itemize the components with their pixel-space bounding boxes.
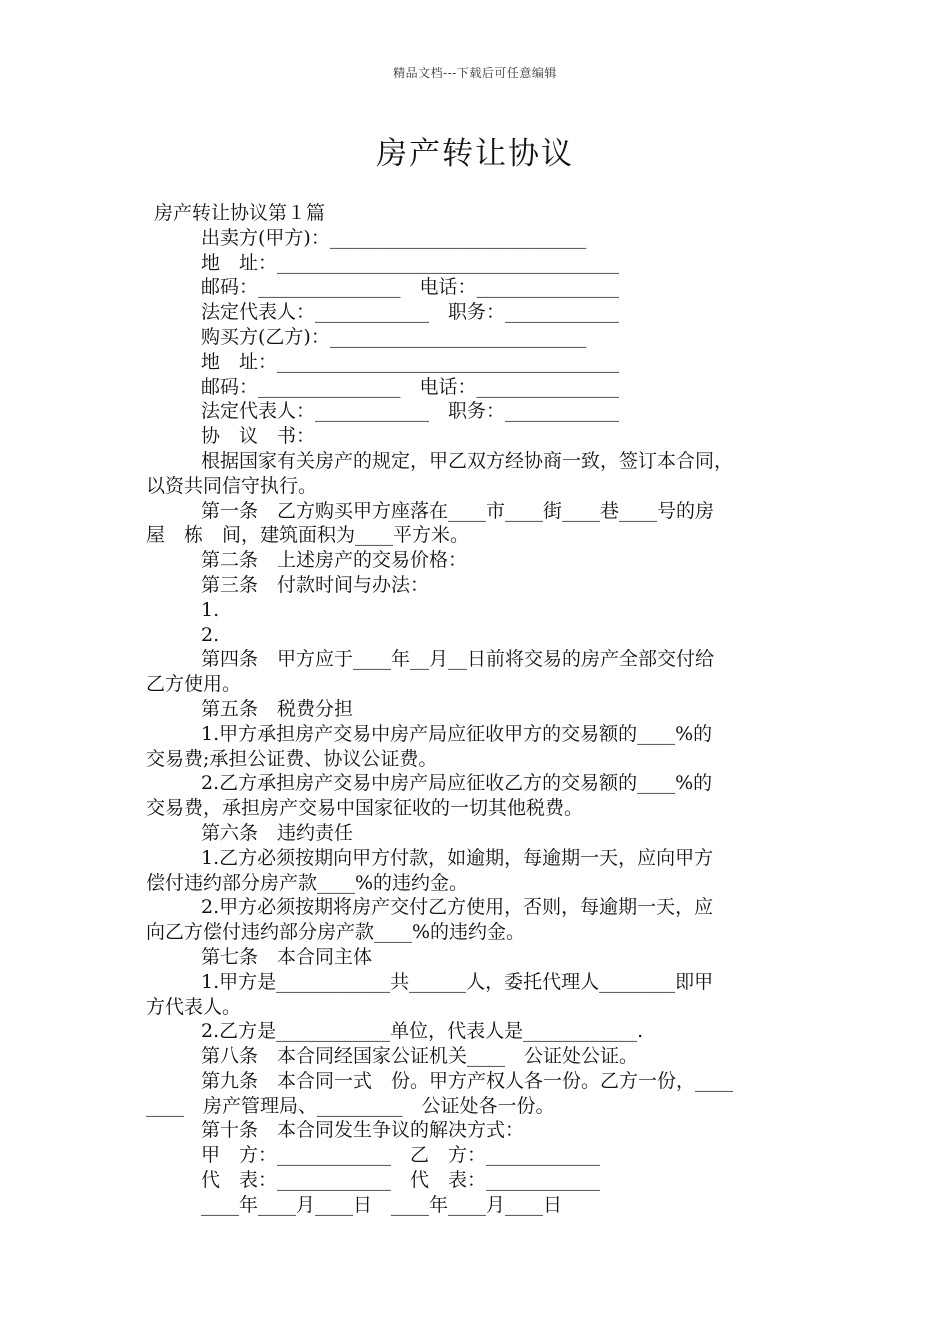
document-line: 偿付违约部分房产款____%的违约金。 [146,871,469,894]
document-line: 协 议 书： [201,425,316,448]
document-line: 第四条 甲方应于____年__月__日前将交易的房产全部交付给 [201,648,715,671]
document-line: 以资共同信守执行。 [146,474,318,497]
document-line: 邮码：_______________ 电话：_______________ [201,375,620,398]
document-line: 1. [201,598,220,621]
document-line: 屋 栋 间，建筑面积为____平方米。 [146,524,470,547]
document-line: 2.甲方必须按期将房产交付乙方使用，否则，每逾期一天，应 [201,896,714,919]
document-line: 乙方使用。 [146,673,242,696]
document-line: 出卖方(甲方)：___________________________ [201,226,587,249]
document-line: 第六条 违约责任 [201,821,354,844]
document-line: 2. [201,623,220,646]
document-line: 第五条 税费分担 [201,697,354,720]
document-line: 甲 方：____________ 乙 方：____________ [201,1144,601,1167]
document-line: 第二条 上述房产的交易价格： [201,549,468,572]
document-line: 方代表人。 [146,995,242,1018]
document-line: 购买方(乙方)：___________________________ [201,325,587,348]
document-line: 房产转让协议第１篇 [154,202,326,224]
document-line: 法定代表人：____________ 职务：____________ [201,301,620,324]
document-line: 交易费，承担房产交易中国家征收的一切其他税费。 [146,797,584,820]
document-line: 第七条 本合同主体 [201,945,373,968]
document-line: 1.甲方承担房产交易中房产局应征收甲方的交易额的____%的 [201,722,713,745]
document-line: 第三条 付款时间与办法： [201,573,430,596]
document-line: 1.甲方是____________共______人，委托代理人________即甲 [201,970,714,993]
document-line: ____ 房产管理局、_________ 公证处各一份。 [146,1094,555,1117]
document-line: 代 表：____________ 代 表：____________ [201,1169,601,1192]
document-line: 2.乙方是____________单位，代表人是____________. [201,1020,644,1043]
page-header-note: 精品文档---下载后可任意编辑 [393,66,557,80]
document-line: 第十条 本合同发生争议的解决方式： [201,1119,525,1142]
document-body [146,201,811,1218]
document-title: 房产转让协议 [376,136,574,172]
document-line: 地 址：____________________________________ [201,251,620,274]
document-line: 交易费;承担公证费、协议公证费。 [146,747,438,770]
document-line: 2.乙方承担房产交易中房产局应征收乙方的交易额的____%的 [201,772,713,795]
document-line: 法定代表人：____________ 职务：____________ [201,400,620,423]
document-line: 第八条 本合同经国家公证机关____ 公证处公证。 [201,1045,639,1068]
document-line: 1.乙方必须按期向甲方付款，如逾期，每逾期一天，应向甲方 [201,846,714,869]
document-line: 根据国家有关房产的规定，甲乙双方经协商一致，签订本合同， [201,449,734,472]
document-line: 第九条 本合同一式 份。甲方产权人各一份。乙方一份，____ [201,1069,734,1092]
document-line: 第一条 乙方购买甲方座落在____市____街____巷____号的房 [201,499,715,522]
document-line: 邮码：_______________ 电话：_______________ [201,276,620,299]
document-line: 地 址：____________________________________ [201,350,620,373]
document-line: ____年____月____日 ____年____月____日 [201,1193,563,1216]
document-line: 向乙方偿付违约部分房产款____%的违约金。 [146,921,526,944]
